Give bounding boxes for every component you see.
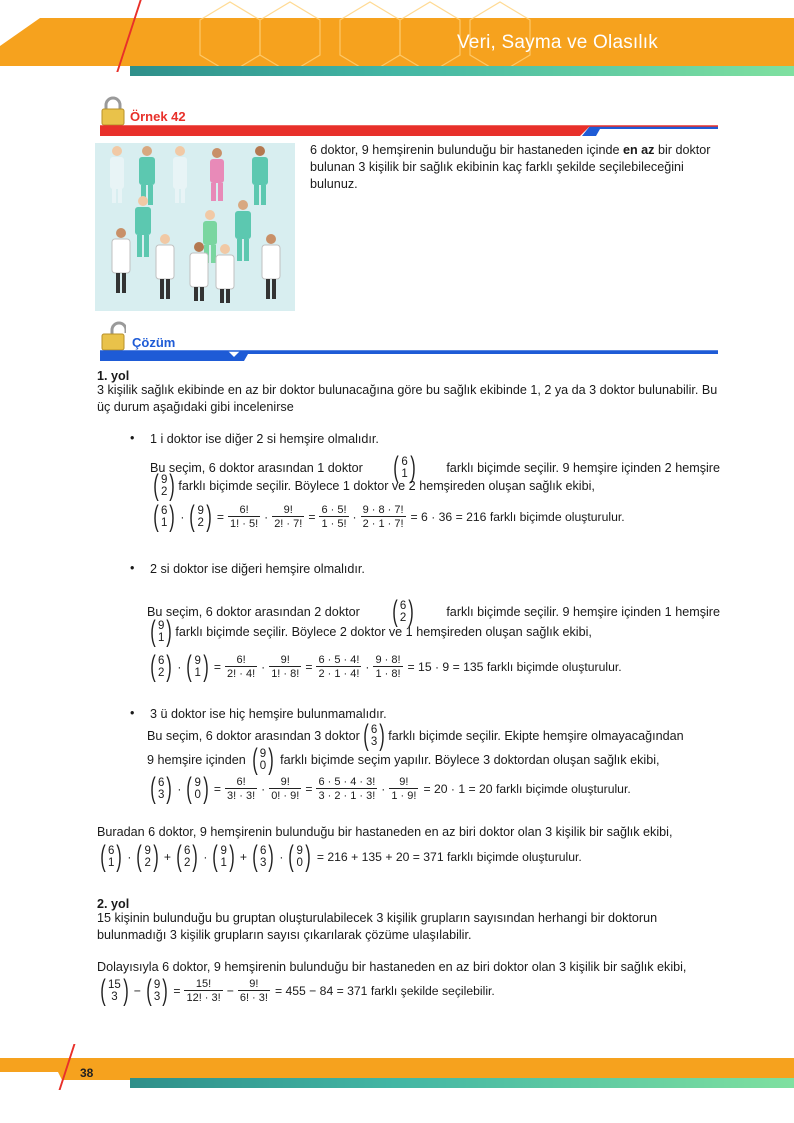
case2-line1-b: farklı biçimde seçilir. 9 hemşire içinden 1 hemşire bbox=[446, 604, 720, 619]
problem-text-end: bir doktor bulunan 3 kişilik bir sağlık ekibinin kaç farklı şekilde seçilebileceğini bulunuz. bbox=[310, 143, 711, 191]
summary-equation: ( 6 1 ) · ( 9 2 ) + ( 6 2 ) · ( 9 1 ) + ( 6 3 ) · ( 9 0 ) = 216 + 135 + 20 = 371 farklı biçimde oluşturulur. bbox=[100, 840, 582, 873]
case3-line1-b: farklı biçimde seçilir. Ekipte hemşire olmayacağından bbox=[388, 728, 684, 743]
example-bar bbox=[100, 124, 718, 136]
yol1-intro: 3 kişilik sağlık ekibinde en az bir doktor bulunacağına göre bu sağlık ekibinde 1, 2 ya da 3 doktor bulunabilir. Bu üç durum aşağıdaki gibi incelenirse bbox=[97, 383, 718, 414]
binom-6-1: ( 6 1 ) bbox=[393, 451, 416, 484]
binom-6-3: ( 6 3 ) bbox=[363, 719, 385, 752]
case2-bullet: 2 si doktor ise diğeri hemşire olmalıdır. bbox=[150, 562, 365, 576]
yol2-text: 15 kişinin bulunduğu bu gruptan oluşturulabilecek 3 kişilik grupların sayısından herhangi bir doktorun bulunmadığı 3 kişilik grupların sayısı çıkarılarak çözüme ulaşılabilir. bbox=[97, 911, 658, 942]
case3-line2-b: farklı biçimde seçim yapılır. Böylece 3 doktordan oluşan sağlık ekibi, bbox=[280, 752, 660, 767]
yol2-equation: ( 15 3 ) − ( 9 3 ) = $\frac{15!}{12! \cdot 3!}$ − $\frac{9!}{6! \cdot 3!}$ = 455 − 84 = 371 farklı şekilde seçilebilir. bbox=[100, 974, 495, 1007]
case2-line2-text: farklı biçimde seçilir. Böylece 2 doktor ve 1 hemşireden oluşan sağlık ekibi, bbox=[175, 624, 592, 639]
bullet-dot: • bbox=[130, 706, 135, 720]
binom-9-2: ( 9 2 ) bbox=[153, 469, 176, 502]
yol1-title: 1. yol bbox=[97, 369, 130, 383]
doctors-nurses-illustration bbox=[95, 143, 295, 311]
case2-equation: ( 6 2 ) · ( 9 1 ) = $\frac{6!}{2! \cdot 4!}$ · $\frac{9!}{1! \cdot 8!}$ = $\frac{6 \cdot 5 \cdot 4!}{2 \cdot 1 \cdot 4!}$ · $\frac{9 \cdot 8!}{1 \cdot 8!}$ = 15 · 9 = 135 farklı biçimde oluşturulur. bbox=[150, 650, 622, 683]
binom-9-1: ( 9 1 ) bbox=[150, 615, 173, 648]
binom-9-0: ( 9 0 ) bbox=[251, 743, 274, 776]
problem-text-bold: en az bbox=[622, 143, 655, 157]
page-number: 38 bbox=[80, 1066, 94, 1080]
problem-text-start: 6 doktor, 9 hemşirenin bulunduğu bir hastaneden içinde bbox=[310, 143, 623, 157]
yol1-summary: Buradan 6 doktor, 9 hemşirenin bulunduğu bir hastaneden en az biri doktor olan 3 kişilik bir sağlık ekibi, bbox=[97, 825, 673, 839]
case3-line1-a: Bu seçim, 6 doktor arasından 3 doktor bbox=[147, 728, 360, 743]
case1-line2-text: farklı biçimde seçilir. Böylece 1 doktor ve 2 hemşireden oluşan sağlık ekibi, bbox=[178, 478, 595, 493]
header-teal-stripe bbox=[130, 66, 794, 76]
yol2-title: 2. yol bbox=[97, 897, 130, 911]
case2-line2 bbox=[147, 617, 592, 647]
solution-bar bbox=[100, 349, 718, 361]
case1-line1-a: Bu seçim, 6 doktor arasından 1 doktor bbox=[150, 460, 363, 475]
case3-equation: ( 6 3 ) · ( 9 0 ) = $\frac{6!}{3! \cdot 3!}$ · $\frac{9!}{0! \cdot 9!}$ = $\frac{6 \cdot 5 \cdot 4 \cdot 3!}{3 \cdot 2 \cdot 1 \cdot 3!}$ · $\frac{9!}{1 \cdot 9!}$ = 20 · 1 = 20 farklı biçimde oluşturulur. bbox=[150, 772, 631, 805]
case3-line2 bbox=[147, 745, 660, 775]
unlocked-icon bbox=[100, 321, 126, 351]
bullet-dot: • bbox=[130, 431, 135, 445]
people-figures bbox=[95, 143, 295, 311]
case2-line1-a: Bu seçim, 6 doktor arasından 2 doktor bbox=[147, 604, 360, 619]
summary-result: = 216 + 135 + 20 = 371 farklı biçimde oluşturulur. bbox=[316, 850, 582, 864]
header-title: Veri, Sayma ve Olasılık bbox=[456, 32, 658, 53]
case3-result: = 20 · 1 = 20 farklı biçimde oluşturulur. bbox=[423, 782, 631, 796]
example-label: Örnek 42 bbox=[130, 109, 186, 124]
footer-band bbox=[0, 1058, 794, 1080]
solution-label: Çözüm bbox=[132, 335, 176, 350]
case2-result: = 15 · 9 = 135 farklı biçimde oluşturulur. bbox=[407, 660, 622, 674]
example-problem-text bbox=[310, 142, 718, 193]
case1-line2 bbox=[150, 471, 595, 501]
yol2-text2: Dolayısıyla 6 doktor, 9 hemşirenin bulunduğu bir hastaneden en az biri doktor olan 3 kişilik bir sağlık ekibi, bbox=[97, 960, 687, 974]
bullet-dot: • bbox=[130, 561, 135, 575]
case1-line1-b: farklı biçimde seçilir. 9 hemşire içinden 2 hemşire bbox=[446, 460, 720, 475]
case1-bullet: 1 i doktor ise diğer 2 si hemşire olmalıdır. bbox=[150, 432, 379, 446]
yol2-result: = 455 − 84 = 371 farklı şekilde seçilebilir. bbox=[274, 984, 495, 998]
case1-equation: ( 6 1 ) · ( 9 2 ) = $\frac{6!}{1! \cdot 5!}$ · $\frac{9!}{2! \cdot 7!}$ = $\frac{6 \cdot 5!}{1 \cdot 5!}$ · $\frac{9 \cdot 8 \cdot 7!}{2 \cdot 1 \cdot 7!}$ = 6 · 36 = 216 farklı biçimde oluşturulur. bbox=[153, 500, 625, 533]
case3-bullet: 3 ü doktor ise hiç hemşire bulunmamalıdır. bbox=[150, 707, 387, 721]
binom-6-2: ( 6 2 ) bbox=[392, 595, 415, 628]
case1-result: = 6 · 36 = 216 farklı biçimde oluşturulur. bbox=[410, 510, 625, 524]
footer-teal-stripe bbox=[130, 1078, 794, 1088]
lock-icon bbox=[100, 96, 126, 126]
case3-line2-a: 9 hemşire içinden bbox=[147, 752, 246, 767]
